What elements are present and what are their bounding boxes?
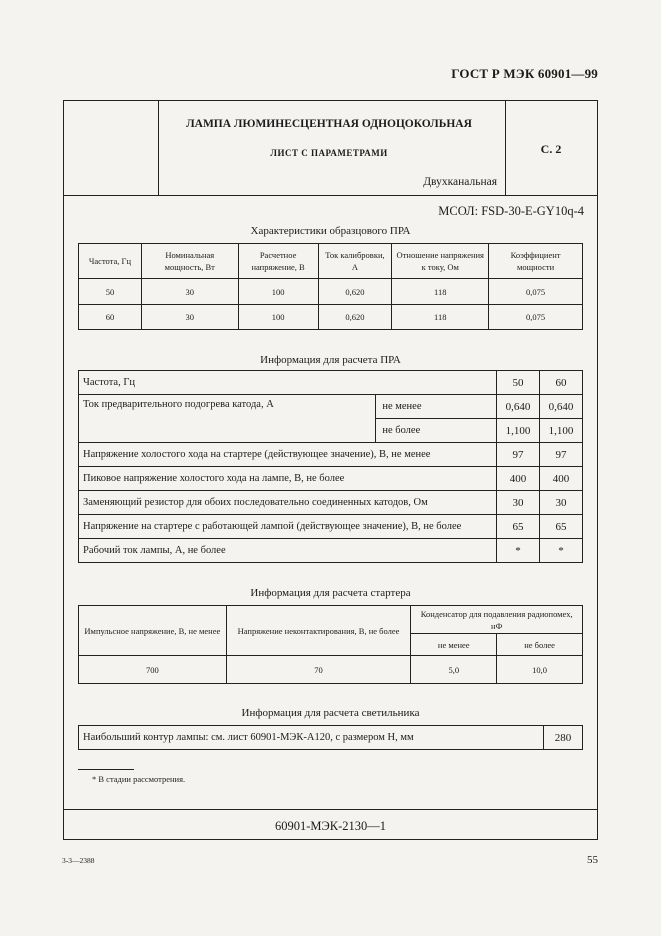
table-row: Напряжение на стартере с работающей лампой (действующее значение), В, не более 65 65 — [79, 515, 583, 539]
luminaire-info-table — [78, 725, 583, 750]
header-cell: не более — [497, 634, 583, 656]
table-row: Частота, Гц 50 60 — [79, 371, 583, 395]
table-row: не более 1,100 1,100 — [79, 419, 583, 443]
lamp-code: МСОЛ: FSD-30-E-GY10q-4 — [438, 204, 584, 218]
table-row: 50 30 100 0,620 118 0,075 — [79, 279, 583, 305]
header-cell: Номинальная мощность, Вт — [141, 244, 238, 279]
table-row: Наибольший контур лампы: см. лист 60901-МЭК-А120, с размером Н, мм 280 — [79, 726, 583, 750]
document-code: ГОСТ Р МЭК 60901—99 — [451, 66, 598, 81]
starter-info-caption: Информация для расчета стартера — [250, 587, 411, 599]
ballast-info-table — [78, 370, 583, 563]
header-cell: не менее — [411, 634, 497, 656]
header-cell: Ток калибровки, А — [318, 244, 392, 279]
table-row: Напряжение холостого хода на стартере (действующее значение), В, не менее 97 97 — [79, 443, 583, 467]
sheet-label: С. 2 — [540, 142, 562, 156]
lamp-title: ЛАМПА ЛЮМИНЕСЦЕНТНАЯ ОДНОЦОКОЛЬНАЯ — [186, 118, 472, 130]
header-cell: Импульсное напряжение, В, не менее — [79, 606, 227, 656]
luminaire-info-caption: Информация для расчета светильника — [241, 707, 420, 719]
table-row: 60 30 100 0,620 118 0,075 — [79, 305, 583, 330]
table-row: Рабочий ток лампы, А, не более * * — [79, 539, 583, 563]
ballast-char-caption: Характеристики образцового ПРА — [250, 225, 411, 237]
table-row: Пиковое напряжение холостого хода на лампе, В, не более 400 400 — [79, 467, 583, 491]
sheet-number: 60901-МЭК-2130—1 — [274, 819, 387, 833]
sheet-subtitle: ЛИСТ С ПАРАМЕТРАМИ — [270, 148, 388, 158]
header-cell: Напряжение неконтактирования, В, не более — [226, 606, 411, 656]
footnote-divider — [78, 769, 134, 770]
print-mark: 3-3—2388 — [62, 856, 95, 865]
footnote: * В стадии рассмотрения. — [92, 774, 186, 784]
ballast-info-caption: Информация для расчета ПРА — [260, 354, 401, 366]
starter-info-table — [78, 605, 583, 684]
page-number: 55 — [587, 854, 598, 866]
table-row: Ток предварительного подогрева катода, А не менее 0,640 0,640 — [79, 395, 583, 419]
header-cell: Коэффициент мощности — [489, 244, 583, 279]
variant-label: Двухканальная — [423, 176, 497, 188]
header-cell: Частота, Гц — [79, 244, 142, 279]
header-cell: Расчетное напряжение, В — [238, 244, 318, 279]
header-cell: Отношение напряжения к току, Ом — [392, 244, 489, 279]
table-row: Заменяющий резистор для обоих последовательно соединенных катодов, Ом 30 30 — [79, 491, 583, 515]
table-row: 700 70 5,0 10,0 — [79, 656, 583, 684]
ballast-char-table — [78, 243, 583, 330]
header-cell: Конденсатор для подавления радиопомех, нФ — [411, 606, 583, 634]
